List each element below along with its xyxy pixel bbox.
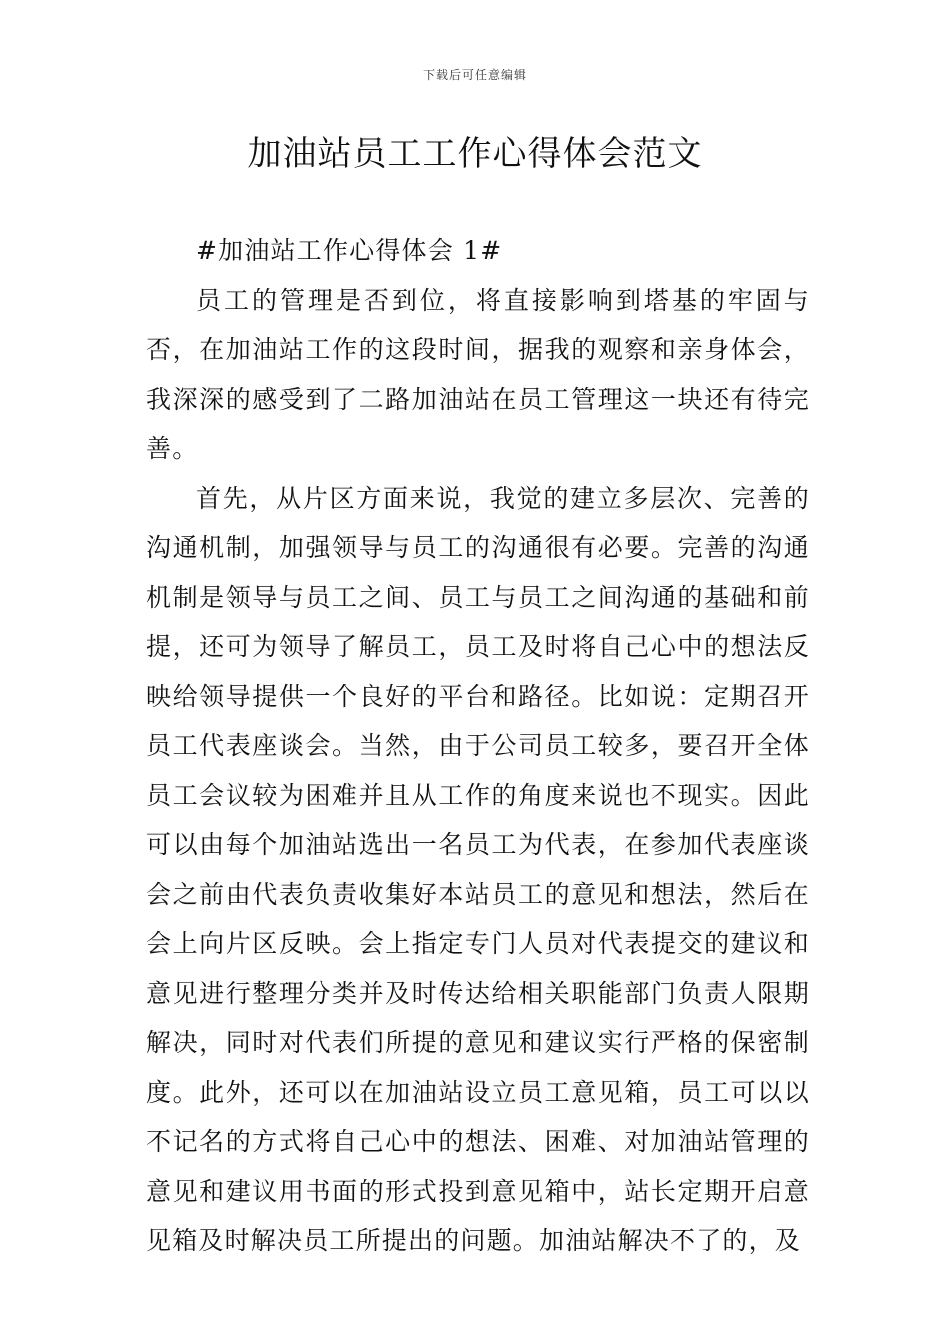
document-title: 加油站员工工作心得体会范文 [247,134,703,174]
paragraph: 员工的管理是否到位，将直接影响到塔基的牢固与否，在加油站工作的这段时间，据我的观察和亲身体会，我深深的感受到了二路加油站在员工管理这一块还有待完善。 [146,285,810,463]
paragraph: 首先，从片区方面来说，我觉的建立多层次、完善的沟通机制，加强领导与员工的沟通很有必要。完善的沟通机制是领导与员工之间、员工与员工之间沟通的基础和前提，还可为领导了解员工，员工及时将自己心中的想法反映给领导提供一个良好的平台和路径。比如说：定期召开员工代表座谈会。当然，由于公司员工较多，要召开全体员工会议较为困难并且从工作的角度来说也不现实。因此可以由每个加油站选出一名员工为代表，在参加代表座谈会之前由代表负责收集好本站员工的意见和想法，然后在会上向片区反映。会上指定专门人员对代表提交的建议和意见进行整理分类并及时传达给相关职能部门负责人限期解决，同时对代表们所提的意见和建议实行严格的保密制度。此外，还可以在加油站设立员工意见箱，员工可以以不记名的方式将自己心中的想法、困难、对加油站管理的意见和建议用书面的形式投到意见箱中，站长定期开启意见箱及时解决员工所提出的问题。加油站解决不了的，及 [146,483,810,1255]
document-body [146,226,810,1266]
page-header-note: 下载后可任意编辑 [422,68,527,82]
section-heading: #加油站工作心得体会 1# [196,236,503,265]
